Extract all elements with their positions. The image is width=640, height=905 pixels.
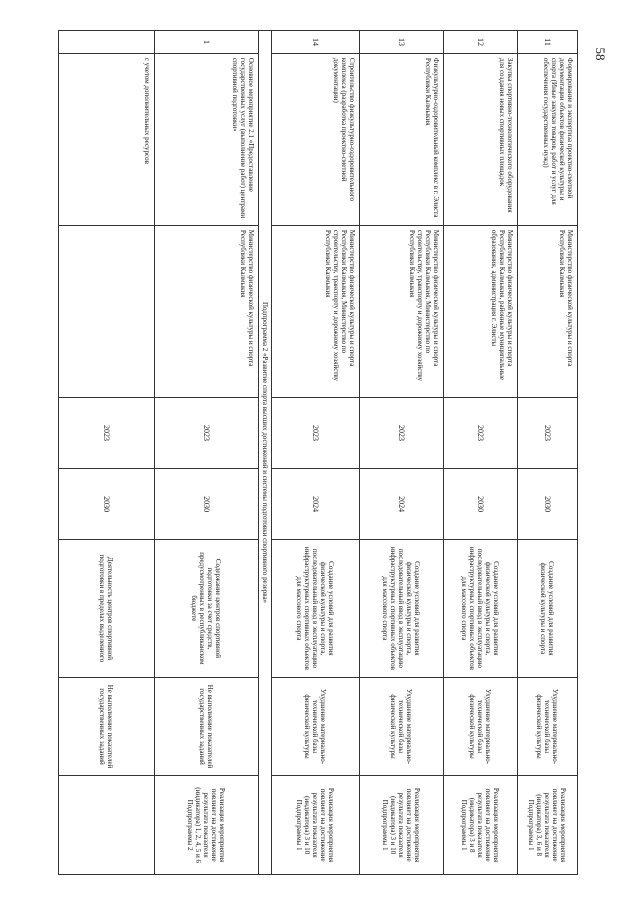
responsible-executor: Министерство физической культуры и спорта Республики Калмыкия xyxy=(518,225,578,397)
subprogram-title: Подпрограмма 2 «Развитие спорта высших достижений и системы подготовки спортивного резерва» xyxy=(259,31,272,875)
indicator-link: Реализация мероприятия повлияет на достижение результата показателя (индикатора) 3 и 8 Подпрограммы 1 xyxy=(444,776,518,875)
table-row xyxy=(360,31,444,875)
expected-result: Создание условий для развития физической культуры и спорта, последовательный ввод в эксплуатацию инфраструктурных спортивных объектов для массового спорта xyxy=(360,540,444,678)
end-year: 2024 xyxy=(272,469,360,540)
start-year: 2023 xyxy=(518,397,578,468)
subprogram-header-row xyxy=(259,31,272,875)
end-year: 2030 xyxy=(155,469,259,540)
row-number: 14 xyxy=(272,31,360,54)
non-implementation-consequence: Ухудшение материально-технической базы физической культуры xyxy=(272,677,360,776)
row-number: 13 xyxy=(360,31,444,54)
expected-result: Создание условий для развития физической культуры и спорта xyxy=(518,540,578,678)
responsible-executor xyxy=(59,225,155,397)
indicator-link: Реализация мероприятия повлияет на достижение результата показателя (индикатора) 3, 6 и 8 Подпрограммы 1 xyxy=(518,776,578,875)
activity-name: Физкультурно-оздоровительный комплекс в г. Элиста Республики Калмыкия xyxy=(360,53,444,225)
table-row xyxy=(518,31,578,875)
start-year: 2023 xyxy=(444,397,518,468)
row-number: 1 xyxy=(155,31,259,54)
program-activities-table xyxy=(58,30,578,875)
non-implementation-consequence: Ухудшение материально-технической базы физической культуры xyxy=(444,677,518,776)
activity-name: Формирование и экспертиза проектно-сметной документации объектов физической культуры и спорта (Иные закупки товаров, работ и услуг для обеспечения государственных нужд) xyxy=(518,53,578,225)
end-year: 2030 xyxy=(59,469,155,540)
activity-name: Основное мероприятие 2.1 «Предоставление государственных услуг (выполнение работ) центрами спортивной подготовки» xyxy=(155,53,259,225)
expected-result: Создание условий для развития физической культуры и спорта, последовательный ввод в эксплуатацию инфраструктурных спортивных объектов для массового спорта xyxy=(444,540,518,678)
start-year: 2023 xyxy=(272,397,360,468)
table-row xyxy=(155,31,259,875)
responsible-executor: Министерство физической культуры и спорта Республики Калмыкия, Министерство по строительству, транспорту и дорожному хозяйству Республики Калмыкия xyxy=(360,225,444,397)
expected-result: Создание условий для развития физической культуры и спорта, последовательный ввод в эксплуатацию инфраструктурных спортивных объектов для массового спорта xyxy=(272,540,360,678)
activity-name: с учетом дополнительных ресурсов xyxy=(59,53,155,225)
start-year: 2023 xyxy=(59,397,155,468)
responsible-executor: Министерство физической культуры и спорта Республики Калмыкия xyxy=(155,225,259,397)
rotated-table-wrapper xyxy=(58,30,578,875)
table-row xyxy=(59,31,155,875)
responsible-executor: Министерство физической культуры и спорта Республики Калмыкия, районные муниципальные образования, администрация г. Элисты xyxy=(444,225,518,397)
page-number: 58 xyxy=(593,47,608,61)
indicator-link: Реализация мероприятия повлияет на достижение результата показателя (индикатора) 3 и 10 Подпрограммы 1 xyxy=(272,776,360,875)
expected-result: Деятельность центров спортивной подготовки в пределах выделенного xyxy=(59,540,155,678)
non-implementation-consequence: Ухудшение материально-технической базы физической культуры xyxy=(518,677,578,776)
indicator-link: Реализация мероприятия повлияет на достижение результата показателя (индикатора) 3 и 10 Подпрограммы 1 xyxy=(360,776,444,875)
table-row xyxy=(272,31,360,875)
expected-result: Содержание центров спортивной подготовки за счет средств, предусмотренных в республиканском бюджете xyxy=(155,540,259,678)
non-implementation-consequence: Ухудшение материально-технической базы физической культуры xyxy=(360,677,444,776)
activity-name: Закупка спортивно-технологического оборудования для создания новых спортивных площадок xyxy=(444,53,518,225)
non-implementation-consequence: Не выполнение показателей государственных заданий xyxy=(59,677,155,776)
indicator-link xyxy=(59,776,155,875)
row-number xyxy=(59,31,155,54)
start-year: 2023 xyxy=(360,397,444,468)
start-year: 2023 xyxy=(155,397,259,468)
indicator-link: Реализация мероприятия повлияет на достижение результата показателя (индикатора) 1, 2, 4, 5 и 6 Подпрограммы 2 xyxy=(155,776,259,875)
table-row xyxy=(444,31,518,875)
row-number: 12 xyxy=(444,31,518,54)
end-year: 2030 xyxy=(518,469,578,540)
end-year: 2024 xyxy=(360,469,444,540)
end-year: 2030 xyxy=(444,469,518,540)
non-implementation-consequence: Не выполнение показателей государственных заданий xyxy=(155,677,259,776)
activity-name: Строительство физкультурно-оздоровительного комплекса (разработка проектно-сметной документации) xyxy=(272,53,360,225)
responsible-executor: Министерство физической культуры и спорта Республики Калмыкия, Министерство по строительству, транспорту и дорожному хозяйству Республики Калмыкия xyxy=(272,225,360,397)
row-number: 11 xyxy=(518,31,578,54)
